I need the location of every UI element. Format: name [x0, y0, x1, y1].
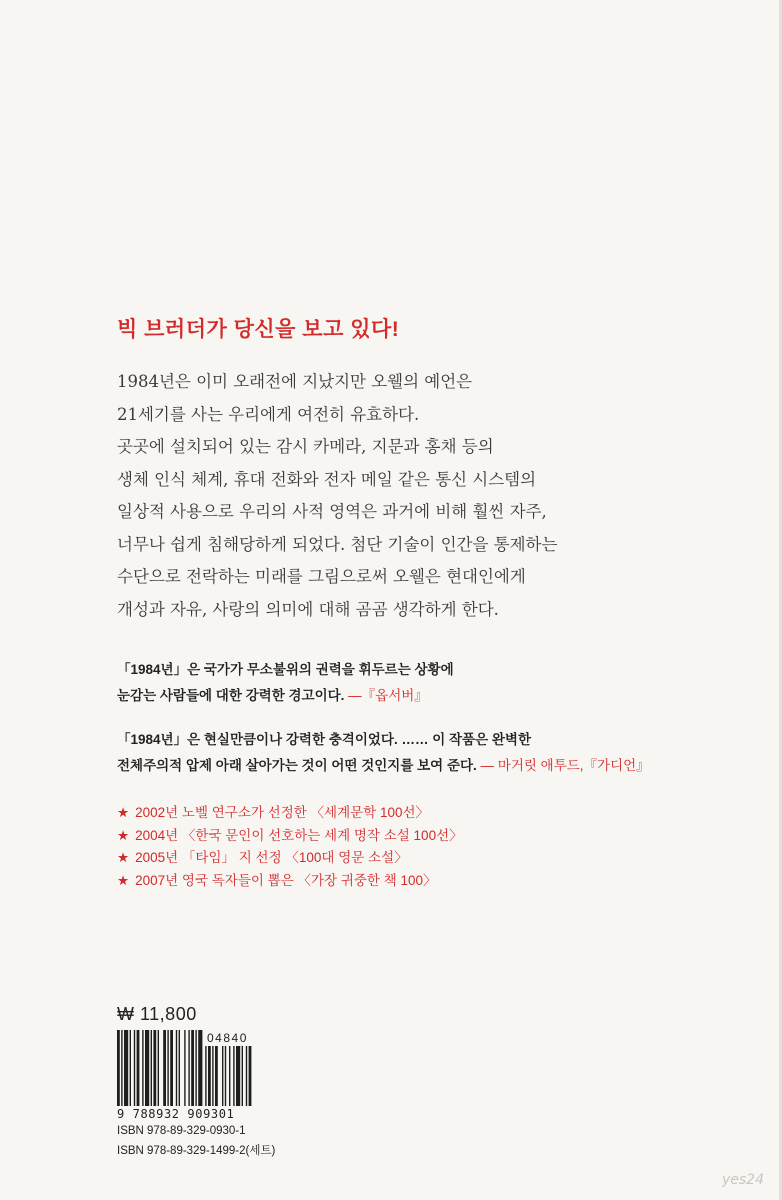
award-text: 2007년 영국 독자들이 뽑은 〈가장 귀중한 책 100〉: [135, 872, 437, 888]
synopsis-line: 수단으로 전락하는 미래를 그림으로써 오웰은 현대인에게: [117, 567, 526, 586]
price-label: ₩ 11,800: [117, 1004, 197, 1024]
star-icon: ★: [117, 872, 130, 888]
barcode-bar: [158, 1030, 159, 1106]
quote-source: —『옵서버』: [344, 688, 428, 703]
synopsis-line: 1984년은 이미 오래전에 지났지만 오웰의 예언은: [117, 372, 473, 391]
award-text: 2005년 「타임」 지 선정 〈100대 영문 소설〉: [135, 850, 408, 865]
barcode-bar: [145, 1030, 149, 1106]
barcode-bar: [246, 1046, 247, 1106]
watermark: yes24: [721, 1172, 764, 1188]
barcode-bar: [208, 1046, 211, 1106]
barcode-bar: [142, 1030, 143, 1106]
barcode-bar: [225, 1046, 226, 1106]
synopsis-line: 개성과 자유, 사랑의 의미에 대해 곰곰 생각하게 한다.: [117, 599, 499, 619]
quote-line: 「1984년」은 현실만큼이나 강력한 충격이었다. …… 이 작품은 완벽한: [117, 732, 531, 747]
barcode-bar: [170, 1030, 173, 1106]
barcode-bar: [236, 1046, 240, 1106]
addon-code: 04840: [207, 1031, 248, 1045]
barcode-bar: [184, 1030, 185, 1106]
star-icon: ★: [117, 850, 130, 865]
award-text: 2004년 〈한국 문인이 선호하는 세계 명작 소설 100선〉: [135, 827, 463, 843]
synopsis-line: 생체 인식 체계, 휴대 전화와 전자 메일 같은 통신 시스템의: [117, 469, 537, 489]
barcode-bar: [134, 1030, 135, 1106]
barcode-bar: [167, 1030, 168, 1106]
barcode-bar: [153, 1030, 156, 1106]
award-text: 2002년 노벨 연구소가 선정한 〈세계문학 100선〉: [135, 805, 430, 820]
barcode-bar: [233, 1046, 234, 1106]
barcode-bar: [198, 1030, 202, 1106]
barcode-bar: [188, 1030, 189, 1106]
synopsis-paragraph: [117, 366, 717, 626]
award-item: [117, 802, 463, 825]
barcode-bar: [229, 1046, 230, 1106]
quote-source: — 마거릿 애투드,『가디언』: [476, 758, 650, 773]
quote-text: 전체주의적 압제 아래 살아가는 것이 어떤 것인지를 보여 준다.: [117, 758, 477, 773]
review-quote-guardian: [117, 727, 757, 779]
barcode-bar: [124, 1030, 128, 1106]
barcode-bar: [130, 1030, 131, 1106]
barcode-bar: [151, 1030, 152, 1106]
isbn-set-number: ISBN 978-89-329-1499-2(세트): [117, 1145, 276, 1157]
star-icon: ★: [117, 827, 130, 843]
quote-line: [117, 753, 757, 779]
barcode-bar: [179, 1030, 180, 1106]
barcode-bar: [195, 1030, 196, 1106]
cover-headline: 빅 브러더가 당신을 보고 있다!: [117, 318, 400, 341]
barcode-bar: [242, 1046, 243, 1106]
quote-line: 「1984년」은 국가가 무소불위의 권력을 휘두르는 상황에: [117, 662, 454, 677]
barcode-bar: [205, 1046, 206, 1106]
barcode-bar: [176, 1030, 177, 1106]
barcode-bar: [249, 1046, 252, 1106]
award-item: [117, 825, 463, 848]
barcode-bar: [215, 1046, 218, 1106]
synopsis-line: 곳곳에 설치되어 있는 감시 카메라, 지문과 홍채 등의: [117, 437, 494, 456]
barcode-bar: [121, 1030, 122, 1106]
quote-line: [117, 683, 757, 709]
award-item: [117, 870, 463, 893]
synopsis-line: 일상적 사용으로 우리의 사적 영역은 과거에 비해 훨씬 자주,: [117, 502, 547, 521]
barcode-bar: [222, 1046, 223, 1106]
quote-text: 눈감는 사람들에 대한 강력한 경고이다.: [117, 688, 345, 703]
barcode-bar: [191, 1030, 194, 1106]
isbn-number: ISBN 978-89-329-0930-1: [117, 1125, 246, 1137]
synopsis-line: 너무나 쉽게 침해당하게 되었다. 첨단 기술이 인간을 통제하는: [117, 534, 558, 554]
star-icon: ★: [117, 805, 130, 820]
synopsis-line: 21세기를 사는 우리에게 여전히 유효하다.: [117, 404, 420, 424]
review-quote-observer: [117, 657, 757, 709]
ean-digits: 9 788932 909301: [117, 1107, 235, 1121]
barcode-bar: [117, 1030, 120, 1106]
barcode-bar: [163, 1030, 166, 1106]
award-item: [117, 847, 463, 870]
barcode-bar: [212, 1046, 213, 1106]
awards-list: [117, 802, 463, 892]
barcode-bar: [137, 1030, 140, 1106]
